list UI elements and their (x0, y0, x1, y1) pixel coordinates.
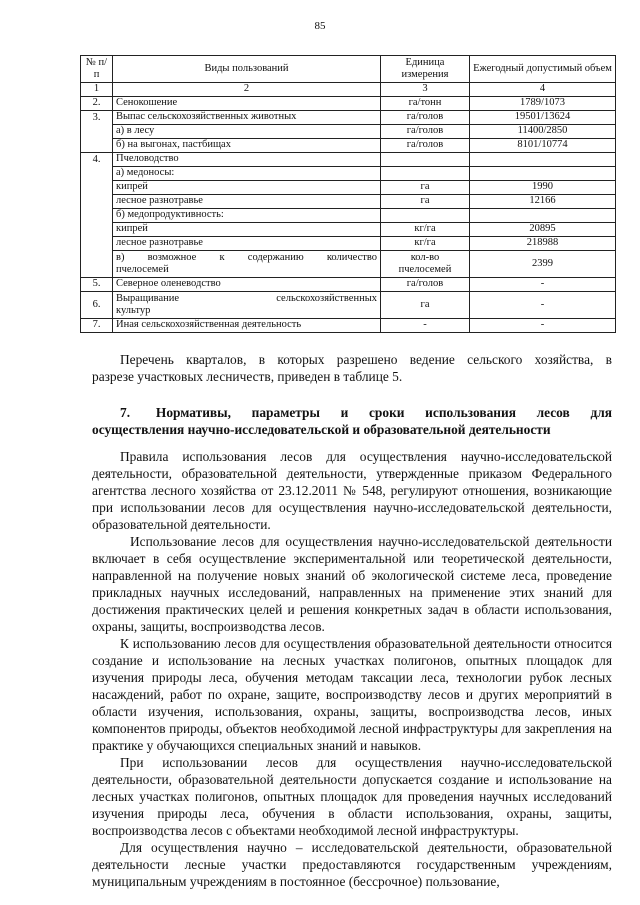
row-unit: га (381, 195, 470, 209)
row-value: - (470, 319, 616, 333)
row-name: б) на выгонах, пастбищах (113, 139, 381, 153)
table-row (81, 153, 616, 167)
header-unit: Единица измерения (381, 56, 470, 83)
row-name-line1: в) возможное к содержанию количество (116, 251, 377, 263)
table-row (81, 125, 616, 139)
row-name: б) медопродуктивность: (113, 209, 381, 223)
row-unit-empty (381, 167, 470, 181)
row-num: 4. (81, 153, 113, 167)
row-unit: га/голов (381, 111, 470, 125)
table-row (81, 251, 616, 278)
row-num: 7. (81, 319, 113, 333)
table-col-numbers-row (81, 83, 616, 97)
col-number: 1 (81, 83, 113, 97)
paragraph: Правила использования лесов для осуществления научно-исследовательской деятельности, образовательной деятельности, утвержденные приказом Федерального агентства лесного хозяйства от 23.12.2011 № 548, регулируют отношения, возникающие при использовании лесов для осуществления научно-исследовательской деятельности, образовательной деятельности. (92, 449, 612, 532)
row-name: кипрей (113, 181, 381, 195)
table-row (81, 167, 616, 181)
row-unit-line1: кол-во (410, 251, 440, 263)
table-row (81, 209, 616, 223)
row-name: лесное разнотравье (113, 237, 381, 251)
table-row (81, 195, 616, 209)
row-name: Пчеловодство (113, 153, 381, 167)
row-num-empty (81, 125, 113, 139)
row-num: 6. (81, 292, 113, 319)
header-num: № п/п (81, 56, 113, 83)
row-name: Северное оленеводство (113, 278, 381, 292)
agriculture-usage-table (80, 55, 616, 333)
table-row (81, 97, 616, 111)
row-value: 20895 (470, 223, 616, 237)
table-row (81, 319, 616, 333)
row-unit (381, 251, 470, 278)
row-unit: кг/га (381, 237, 470, 251)
row-unit-empty (381, 153, 470, 167)
row-value: 1789/1073 (470, 97, 616, 111)
row-name: кипрей (113, 223, 381, 237)
row-name: Выпас сельскохозяйственных животных (113, 111, 381, 125)
table-row (81, 292, 616, 319)
table-note (92, 351, 612, 385)
header-type: Виды пользований (113, 56, 381, 83)
row-unit: га/тонн (381, 97, 470, 111)
row-name: лесное разнотравье (113, 195, 381, 209)
row-value: 19501/13624 (470, 111, 616, 125)
row-unit: га (381, 181, 470, 195)
row-name: а) медоносы: (113, 167, 381, 181)
row-value: 8101/10774 (470, 139, 616, 153)
table-header-row (81, 56, 616, 83)
row-name (113, 251, 381, 278)
col-number: 3 (381, 83, 470, 97)
row-value: 11400/2850 (470, 125, 616, 139)
row-unit-line2: пчелосемей (398, 264, 452, 275)
section-heading-line2: осуществления научно-исследовательской и образовательной деятельности (92, 422, 551, 437)
row-value: 2399 (470, 251, 616, 278)
row-value-empty (470, 209, 616, 223)
row-value-empty (470, 153, 616, 167)
row-num-empty (81, 181, 113, 195)
note-line2: разрезе участковых лесничеств, приведен в таблице 5. (92, 369, 403, 384)
row-name-line2: культур (116, 305, 151, 316)
row-num-empty (81, 167, 113, 181)
row-value: - (470, 278, 616, 292)
table-row (81, 181, 616, 195)
row-num: 3. (81, 111, 113, 125)
paragraph: Для осуществления научно – исследовательской деятельности, образовательной деятельности лесные участки предоставляются государственным учреждениям, муниципальным учреждениям в постоянное (бессрочное) пользование, (92, 840, 612, 889)
col-number: 2 (113, 83, 381, 97)
row-value: - (470, 292, 616, 319)
row-name (113, 292, 381, 319)
row-value: 1990 (470, 181, 616, 195)
table-row (81, 223, 616, 237)
row-value: 218988 (470, 237, 616, 251)
row-name: а) в лесу (113, 125, 381, 139)
row-num-empty (81, 195, 113, 209)
note-line1: Перечень кварталов, в которых разрешено ведение сельского хозяйства, в (120, 352, 612, 367)
row-num-empty (81, 139, 113, 153)
row-num: 5. (81, 278, 113, 292)
row-num-empty (81, 237, 113, 251)
section-heading (92, 404, 612, 438)
page-number: 85 (314, 20, 326, 32)
row-name-line1: Выращивание сельскохозяйственных (116, 292, 377, 304)
row-unit: га/голов (381, 139, 470, 153)
row-name: Иная сельскохозяйственная деятельность (113, 319, 381, 333)
body-text (92, 448, 612, 890)
col-number: 4 (470, 83, 616, 97)
table-row (81, 111, 616, 125)
row-value-empty (470, 167, 616, 181)
row-unit: - (381, 319, 470, 333)
row-name-line2: пчелосемей (116, 264, 169, 275)
row-num-empty (81, 223, 113, 237)
header-volume: Ежегодный допустимый объем (470, 56, 616, 83)
paragraph: К использованию лесов для осуществления образовательной деятельности относится создание и использование на лесных участках полигонов, опытных площадок для изучения природы леса, обучения методам таксации леса, технологии рубок лесных насаждений, работ по охране, защите, воспроизводству лесов и других мероприятий в области изучения, использования, охраны, защиты, воспроизводства лесов, иных компонентов природы, объектов необходимой лесной инфраструктуры для закрепления на практике у обучающихся специальных знаний и навыков. (92, 636, 612, 753)
row-value: 12166 (470, 195, 616, 209)
section-heading-line1: 7. Нормативы, параметры и сроки использования лесов для (120, 405, 612, 420)
paragraph: Использование лесов для осуществления научно-исследовательской деятельности включает в себя осуществление экспериментальной или теоретической деятельности, направленной на получение новых знаний об экологической системе леса, проведение прикладных научных исследований, направленных на применение этих знаний для достижения практических целей и решения конкретных задач в области использования, охраны, защиты, воспроизводства лесов. (92, 534, 612, 634)
row-name: Сенокошение (113, 97, 381, 111)
row-num-empty (81, 251, 113, 278)
row-unit: га/голов (381, 125, 470, 139)
row-num-empty (81, 209, 113, 223)
table-row (81, 278, 616, 292)
paragraph: При использовании лесов для осуществления научно-исследовательской деятельности, образовательной деятельности допускается создание и использование на лесных участках полигонов, опытных площадок для проведения научных исследований изучения природы леса, обучения в области использования, охраны, защиты, воспроизводства лесов с объектами необходимой лесной инфраструктуры. (92, 755, 612, 838)
row-unit: кг/га (381, 223, 470, 237)
row-num: 2. (81, 97, 113, 111)
row-unit: га/голов (381, 278, 470, 292)
table-row (81, 237, 616, 251)
row-unit-empty (381, 209, 470, 223)
table-row (81, 139, 616, 153)
row-unit: га (381, 292, 470, 319)
